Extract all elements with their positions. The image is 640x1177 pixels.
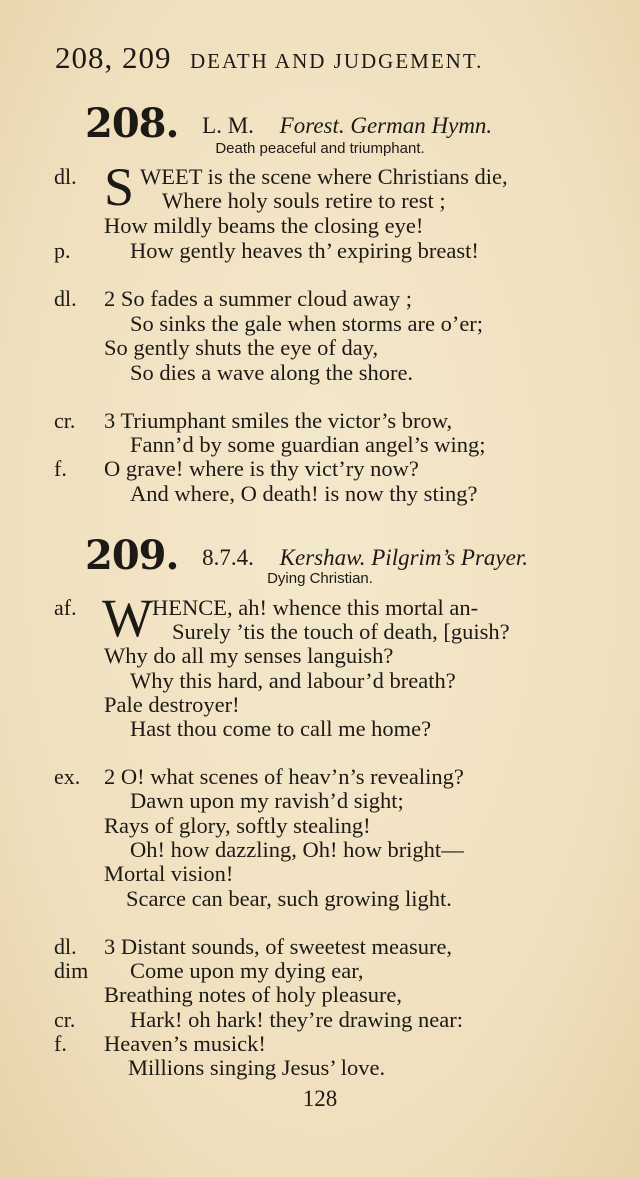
verse-line: Hast thou come to call me home? [130,716,432,741]
verse-line: 2 So fades a summer cloud away ; [104,286,413,311]
hymn-meter: 8.7.4. [202,545,254,570]
verse-line: Rays of glory, softly stealing! [104,813,371,838]
verse-line: Why this hard, and labour’d breath? [130,668,456,693]
drop-cap: W [102,588,153,648]
page-number: 128 [302,1086,338,1111]
dynamic-mark: dl. [54,934,77,959]
dynamic-mark: ex. [54,764,81,789]
hymn-number: 208. [85,100,179,147]
verse-line: Millions singing Jesus’ love. [128,1055,386,1080]
verse-line: Pale destroyer! [104,692,240,717]
verse-line: Mortal vision! [104,861,234,886]
dynamic-mark: p. [54,238,71,263]
running-head-title: DEATH AND JUDGEMENT. [190,49,484,73]
dynamic-mark: f. [54,456,67,481]
verse-line: Fann’d by some guardian angel’s wing; [130,432,486,457]
verse-line: HENCE, ah! whence this mortal an- [152,595,479,620]
hymn-208-subtitle: Death peaceful and triumphant. [215,140,425,157]
verse-line: Oh! how dazzling, Oh! how bright— [130,837,464,862]
dynamic-mark: dim [54,958,89,983]
verse-line: Dawn upon my ravish’d sight; [130,788,404,813]
verse-line: Heaven’s musick! [104,1031,266,1056]
verse-line: O grave! where is thy vict’ry now? [104,456,419,481]
dynamic-mark: af. [54,595,77,620]
verse-line: WEET is the scene where Christians die, [140,164,508,189]
verse-line: How gently heaves th’ expiring breast! [130,238,479,263]
dynamic-mark: dl. [54,164,77,189]
verse-line: Why do all my senses languish? [104,643,394,668]
verse-line: So dies a wave along the shore. [130,360,414,385]
verse-line: Breathing notes of holy pleasure, [104,982,403,1007]
verse-line: 3 Triumphant smiles the victor’s brow, [104,408,453,433]
verse-line: Scarce can bear, such growing light. [126,886,452,911]
dynamic-mark: f. [54,1031,67,1056]
dynamic-mark: cr. [54,1007,76,1032]
verse-line: Hark! oh hark! they’re drawing near: [130,1007,463,1032]
running-head [55,40,483,76]
verse-line: How mildly beams the closing eye! [104,213,424,238]
verse-line: So gently shuts the eye of day, [104,335,379,360]
dynamic-mark: cr. [54,408,76,433]
hymn-meter: L. M. [202,113,254,138]
verse-line: And where, O death! is now thy sting? [130,481,478,506]
hymn-number: 209. [85,532,179,579]
verse-line: Where holy souls retire to rest ; [162,188,446,213]
drop-cap: S [104,157,135,217]
verse-line: Surely ’tis the touch of death, [guish? [172,619,510,644]
running-head-numbers: 208, 209 [55,40,172,75]
verse-line: Come upon my dying ear, [130,958,364,983]
dynamic-mark: dl. [54,286,77,311]
verse-line: 2 O! what scenes of heav’n’s revealing? [104,764,464,789]
verse-line: So sinks the gale when storms are o’er; [130,311,484,336]
hymn-tunes: Forest. German Hymn. [279,113,493,138]
verse-line: 3 Distant sounds, of sweetest measure, [104,934,453,959]
hymn-tunes: Kershaw. Pilgrim’s Prayer. [279,545,528,570]
hymn-209-subtitle: Dying Christian. [267,570,373,587]
